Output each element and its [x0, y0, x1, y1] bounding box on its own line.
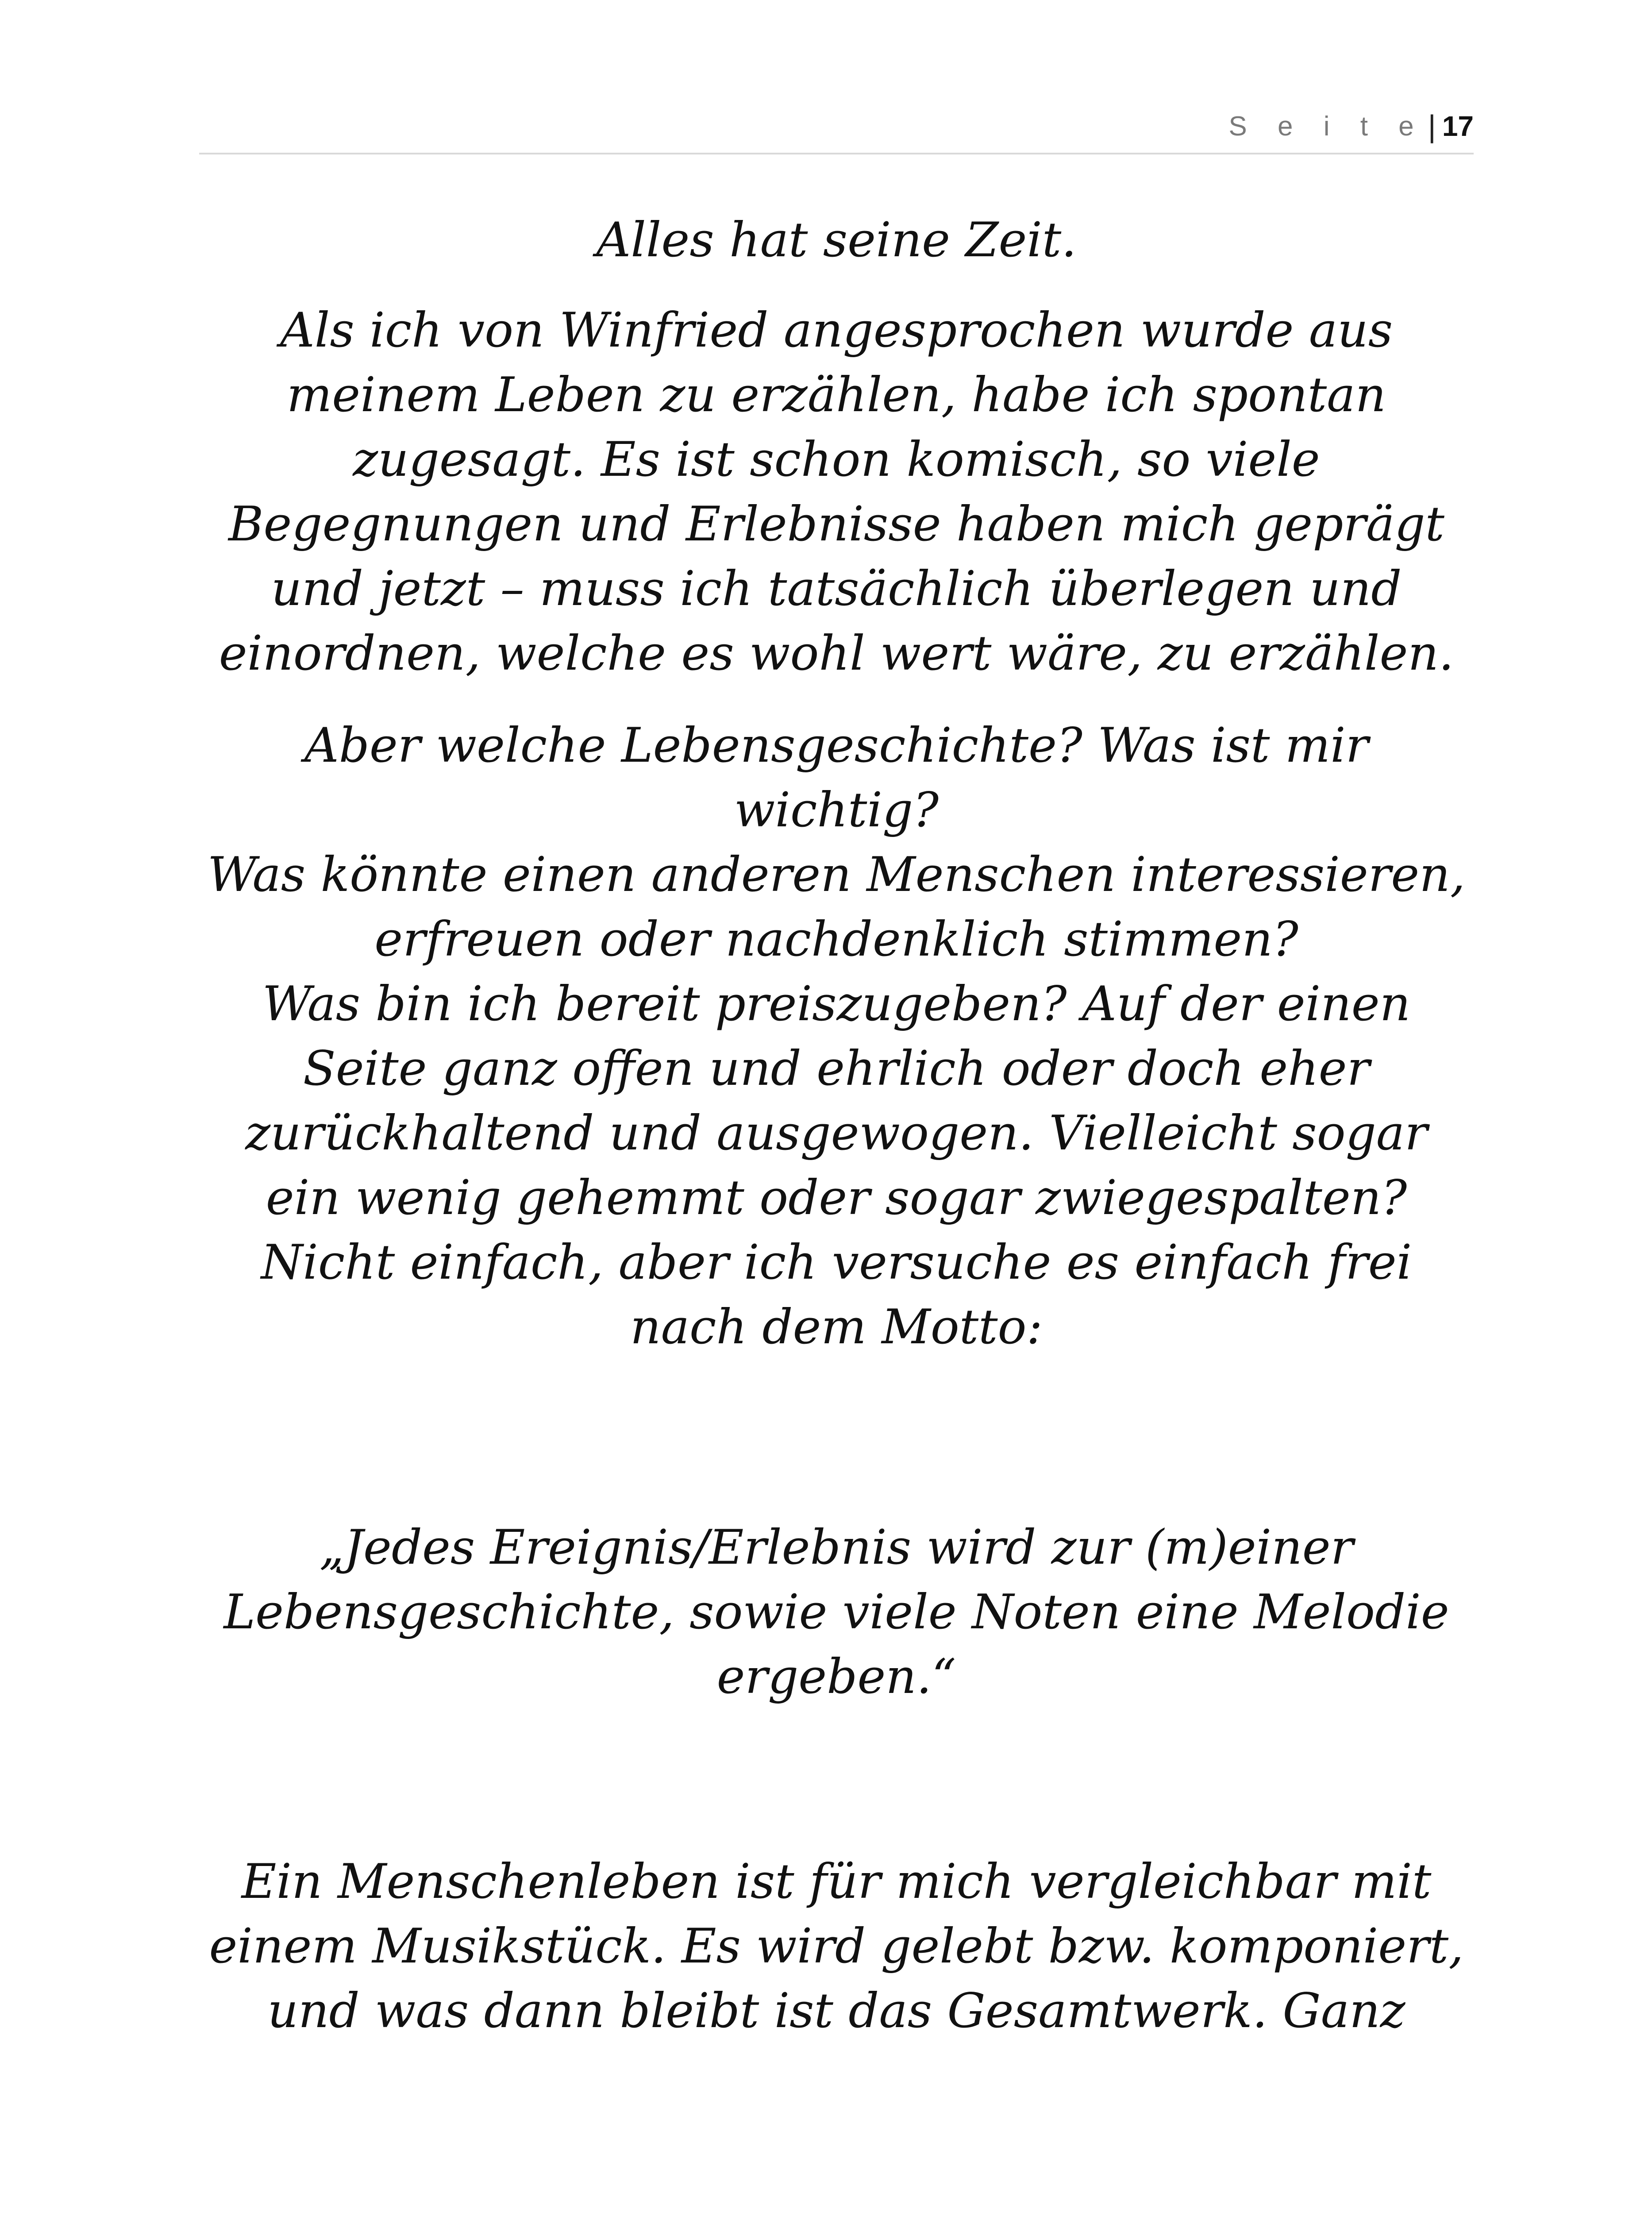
paragraph-questions: Aber welche Lebensgeschichte? Was ist mir wichtig? Was könnte einen anderen Menschen interessieren, erfreuen oder nachdenklich stimmen? Was bin ich bereit preiszugeben? Auf der einen Seite ganz offen und ehrlich oder doch eher zurückhaltend und ausgewogen. Vielleicht sogar ein wenig gehemmt oder sogar zwiegespalten? Nicht einfach, aber ich versuche es einfach frei nach dem Motto: — [207, 718, 1466, 1355]
paragraph-intro: Als ich von Winfried angesprochen wurde aus meinem Leben zu erzählen, habe ich spontan zugesagt. Es ist schon komisch, so viele Begegnungen und Erlebnisse haben mich geprägt und jetzt – muss ich tatsächlich überlegen und einordnen, welche es wohl wert wäre, zu erzählen. — [219, 303, 1454, 681]
motto-quote: „Jedes Ereignis/Erlebnis wird zur (m)einer Lebensgeschichte, sowie viele Noten eine Melodie ergeben.“ — [223, 1520, 1449, 1704]
header-rule — [199, 153, 1474, 154]
section-title: Alles hat seine Zeit. — [596, 212, 1077, 268]
page-label: S e i t e — [1228, 111, 1425, 142]
spacer — [199, 1387, 1474, 1515]
page-header — [199, 106, 1474, 146]
page-body — [199, 208, 1474, 2071]
header-separator: | — [1428, 109, 1436, 143]
paragraph-music: Ein Menschenleben ist für mich vergleichbar mit einem Musikstück. Es wird gelebt bzw. komponiert, und was dann bleibt ist das Gesamtwerk. Ganz — [209, 1854, 1464, 2039]
spacer — [199, 1737, 1474, 1850]
page-number: 17 — [1442, 110, 1474, 142]
